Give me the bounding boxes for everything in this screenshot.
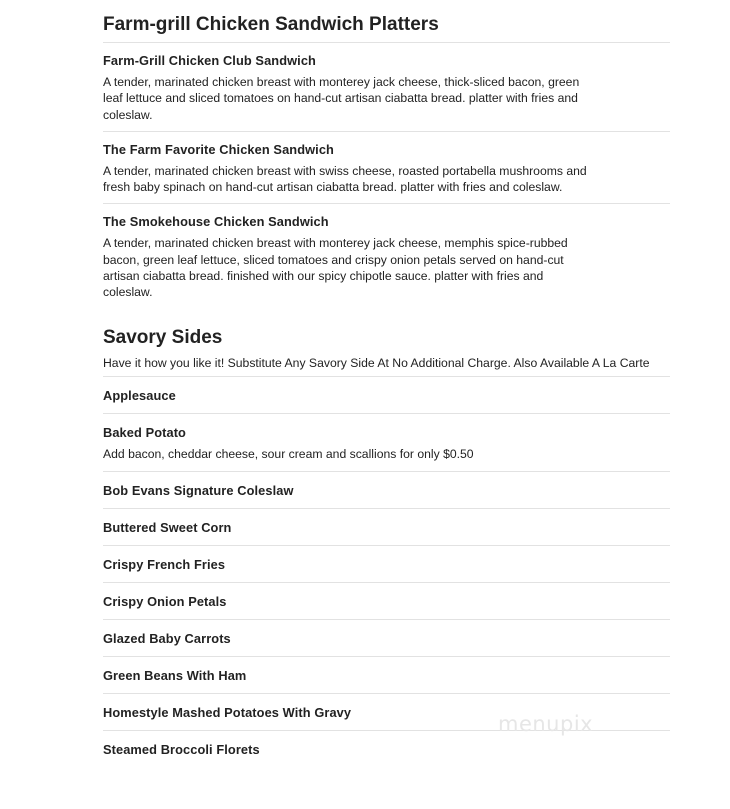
menu-item: [103, 731, 670, 767]
menu-item: [103, 414, 670, 472]
menu-item-description: A tender, marinated chicken breast with monterey jack cheese, memphis spice-rubbed bacon, green leaf lettuce, sliced tomatoes and crispy onion petals served on hand-cut artisan ciabatta bread. finished with our spicy chipotle sauce. platter with fries and coleslaw.: [103, 236, 568, 300]
menu-item: [103, 43, 670, 132]
menu-item: [103, 620, 670, 657]
menu-item-name: Baked Potato: [103, 424, 186, 440]
menu-item-name: The Smokehouse Chicken Sandwich: [103, 214, 329, 230]
menu-item-name: Applesauce: [103, 387, 176, 403]
menu-item: [103, 377, 670, 414]
menu-item: [103, 657, 670, 694]
menu-item: [103, 546, 670, 583]
menu-item: [103, 132, 670, 205]
platters-list: [103, 43, 670, 309]
sides-section: [103, 327, 670, 767]
menu-item-name: Green Beans With Ham: [103, 667, 247, 683]
menu-item-name: Buttered Sweet Corn: [103, 519, 232, 535]
menu-content: [103, 0, 670, 767]
menu-item-description: Add bacon, cheddar cheese, sour cream and scallions for only $0.50: [103, 446, 474, 461]
menu-item-name: Farm-Grill Chicken Club Sandwich: [103, 53, 316, 68]
menu-item-name: Crispy French Fries: [103, 556, 226, 572]
menu-item: [103, 204, 670, 308]
menu-item-description: A tender, marinated chicken breast with monterey jack cheese, thick-sliced bacon, green leaf lettuce and sliced tomatoes on hand-cut artisan ciabatta bread. platter with fries and coleslaw.: [103, 75, 580, 122]
menu-item-name: Bob Evans Signature Coleslaw: [103, 482, 294, 498]
menu-item-description: A tender, marinated chicken breast with swiss cheese, roasted portabella mushrooms and fresh baby spinach on hand-cut artisan ciabatta bread. platter with fries and coleslaw.: [103, 163, 587, 195]
section-title-sides: Savory Sides: [103, 326, 223, 348]
section-title-platters: Farm-grill Chicken Sandwich Platters: [103, 14, 670, 43]
menu-item-name: Homestyle Mashed Potatoes With Gravy: [103, 704, 352, 720]
menu-item-name: Crispy Onion Petals: [103, 593, 227, 609]
menu-item: [103, 583, 670, 620]
menu-item-name: Steamed Broccoli Florets: [103, 741, 260, 757]
menu-item-name: Glazed Baby Carrots: [103, 630, 231, 646]
menu-item: [103, 509, 670, 546]
menu-item-name: The Farm Favorite Chicken Sandwich: [103, 141, 334, 157]
menu-item: [103, 472, 670, 509]
section-description: Have it how you like it! Substitute Any Savory Side At No Additional Charge. Also Available A La Carte: [103, 355, 670, 377]
watermark-logo: menupix: [498, 712, 594, 736]
